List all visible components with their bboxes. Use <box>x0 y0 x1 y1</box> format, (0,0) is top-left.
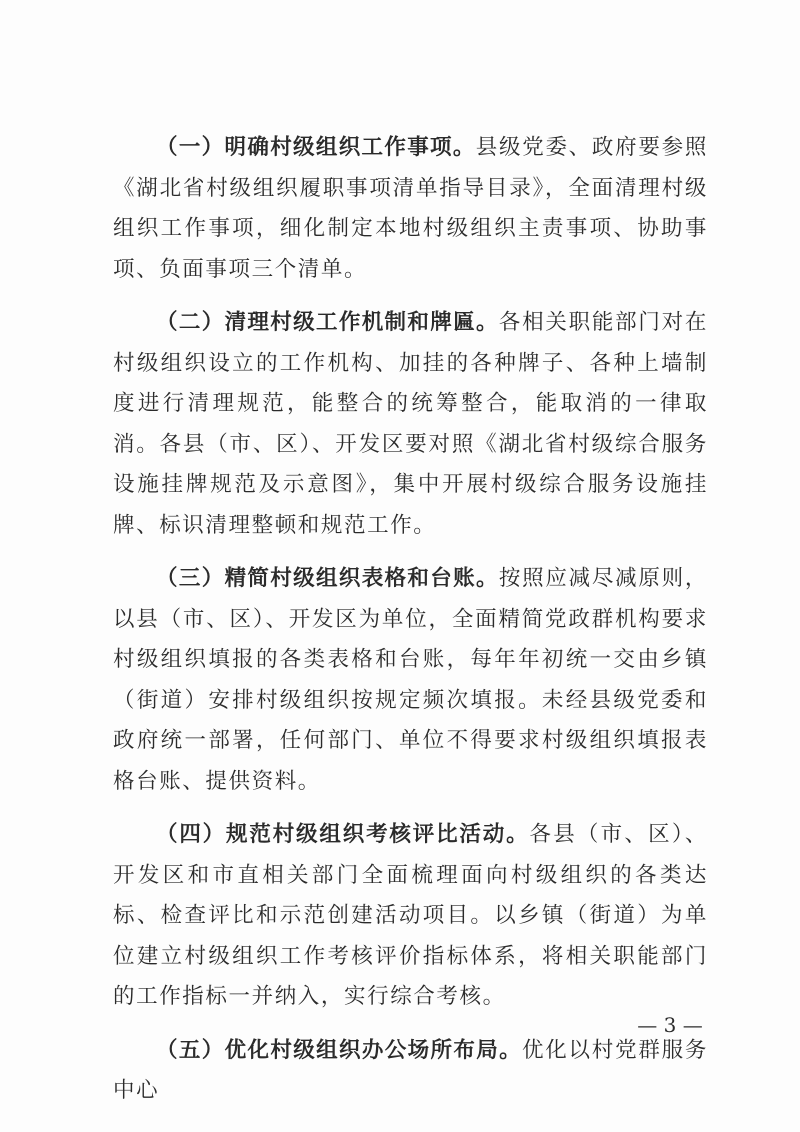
paragraph-text: 各县（市、区）、开发区和市直相关部门全面梳理面向村级组织的各类达标、检查评比和示范创建活动项目。以乡镇（街道）为单位建立村级组织工作考核评价指标体系，将相关职能部门的工作指标一并纳入，实行综合考核。 <box>113 822 708 1009</box>
paragraph-text: 各相关职能部门对在村级组织设立的工作机构、加挂的各种牌子、各种上墙制度进行清理规范，能整合的统筹整合，能取消的一律取消。各县（市、区）、开发区要对照《湖北省村级综合服务设施挂牌规范及示意图》，集中开展村级综合服务设施挂牌、标识清理整顿和规范工作。 <box>113 310 708 538</box>
paragraph-3 <box>113 559 708 802</box>
paragraph-heading: （四）规范村级组织考核评比活动。 <box>156 822 530 847</box>
document-body <box>113 128 708 1125</box>
paragraph-heading: （三）精简村级组织表格和台账。 <box>156 566 499 591</box>
paragraph-2 <box>113 303 708 546</box>
paragraph-text: 县级党委、政府要参照《湖北省村级组织履职事项清单指导目录》，全面清理村级组织工作事项，细化制定本地村级组织主责事项、协助事项、负面事项三个清单。 <box>113 135 708 282</box>
paragraph-heading: （二）清理村级工作机制和牌匾。 <box>156 310 499 335</box>
paragraph-heading: （五）优化村级组织办公场所布局。 <box>156 1037 522 1063</box>
paragraph-text: 优化以村党群服务中心 <box>113 1037 708 1103</box>
paragraph-5 <box>113 1031 708 1112</box>
paragraph-4 <box>113 815 708 1018</box>
paragraph-text: 按照应减尽减原则，以县（市、区）、开发区为单位，全面精简党政群机构要求村级组织填报的各类表格和台账，每年年初统一交由乡镇（街道）安排村级组织按规定频次填报。未经县级党委和政府统一部署，任何部门、单位不得要求村级组织填报表格台账、提供资料。 <box>113 566 708 794</box>
page-number: — 3 — <box>637 1013 703 1037</box>
paragraph-1 <box>113 128 708 290</box>
paragraph-heading: （一）明确村级组织工作事项。 <box>156 135 476 160</box>
